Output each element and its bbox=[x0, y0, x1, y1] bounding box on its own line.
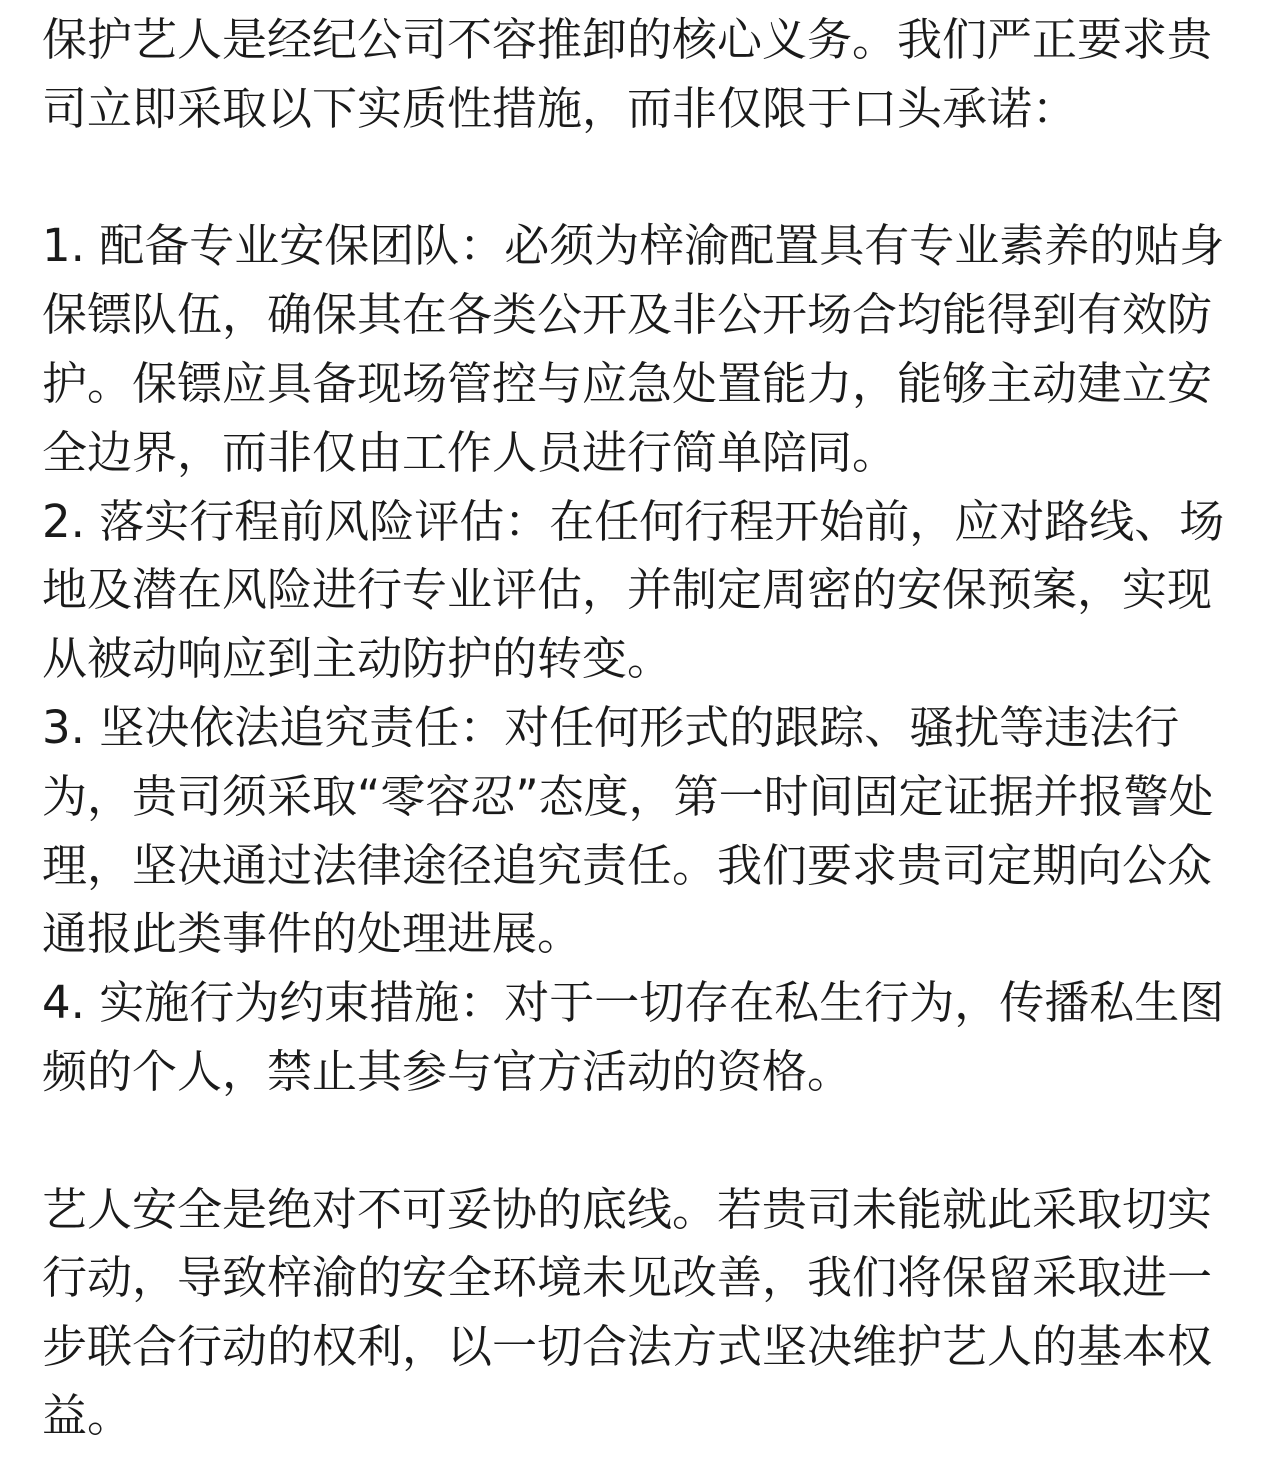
list-item: 3. 坚决依法追究责任：对任何形式的跟踪、骚扰等违法行为，贵司须采取“零容忍”态度，第一时间固定证据并报警处理，坚决通过法律途径追究责任。我们要求贵司定期向公众通报此类事件的处理进展。 bbox=[42, 700, 1214, 961]
document-body bbox=[42, 6, 1248, 1451]
intro-paragraph: 保护艺人是经纪公司不容推卸的核心义务。我们严正要求贵司立即采取以下实质性措施，而非仅限于口头承诺： bbox=[42, 13, 1213, 135]
list-item: 1. 配备专业安保团队：必须为梓渝配置具有专业素养的贴身保镖队伍，确保其在各类公开及非公开场合均能得到有效防护。保镖应具备现场管控与应急处置能力，能够主动建立安全边界，而非仅由工作人员进行简单陪同。 bbox=[42, 219, 1225, 479]
list-item: 4. 实施行为约束措施：对于一切存在私生行为，传播私生图频的个人，禁止其参与官方活动的资格。 bbox=[42, 976, 1225, 1098]
closing-paragraph: 艺人安全是绝对不可妥协的底线。若贵司未能就此采取切实行动，导致梓渝的安全环境未见改善，我们将保留采取进一步联合行动的权利，以一切合法方式坚决维护艺人的基本权益。 bbox=[42, 1182, 1213, 1442]
paragraph-gap bbox=[42, 1107, 1248, 1176]
list-item: 2. 落实行程前风险评估：在任何行程开始前，应对路线、场地及潜在风险进行专业评估，并制定周密的安保预案，实现从被动响应到主动防护的转变。 bbox=[42, 494, 1225, 686]
paragraph-gap bbox=[42, 144, 1248, 213]
